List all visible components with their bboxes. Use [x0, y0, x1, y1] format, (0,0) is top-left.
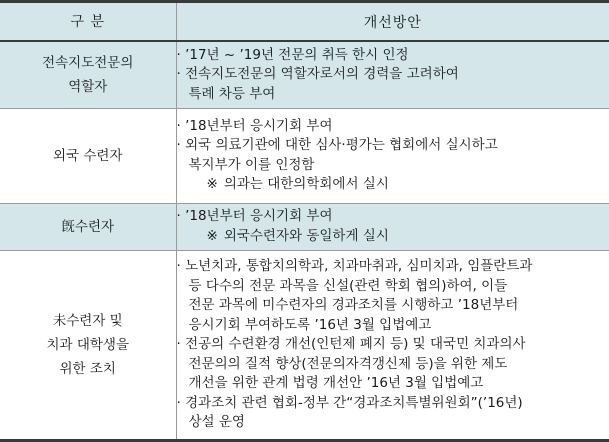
plan-line: 전문 과목에 미수련자의 경과조치를 시행하고 ’18년부터 [188, 297, 519, 314]
plan-line: 등 다수의 전문 과목을 신설(관련 학회 협의)하여, 이들 [188, 277, 508, 294]
category-line: 未수련자 및 [52, 312, 123, 329]
plan-item [177, 207, 609, 227]
note-mark: ※ [206, 176, 218, 193]
row-plan [176, 250, 609, 440]
plan-line: · ’18년부터 응시기회 부여 [176, 117, 333, 134]
category-line: 위한 조치 [59, 360, 116, 377]
note-text: 외국수련자와 동일하게 실시 [223, 227, 389, 244]
plan-item [177, 335, 609, 394]
plan-note [177, 227, 609, 247]
plan-line: · ’17년 ~ ’19년 전문의 취득 한시 인정 [176, 46, 409, 63]
plan-line: 복지부가 이를 인정함 [188, 156, 315, 173]
table-row [0, 203, 609, 250]
note-text: 의과는 대한의학회에서 실시 [223, 176, 389, 193]
note-mark: ※ [206, 227, 218, 244]
row-plan [176, 41, 609, 108]
table-row [0, 108, 609, 203]
table-row [0, 250, 609, 440]
header-category: 구 분 [0, 2, 176, 42]
plan-line: · 경과조치 관련 협회-정부 간“경과조치특별위원회”(’16년) [176, 394, 523, 411]
plan-item [177, 136, 609, 175]
row-category [0, 108, 176, 203]
header-plan: 개선방안 [176, 2, 609, 42]
plan-item [177, 257, 609, 335]
row-category [0, 203, 176, 250]
plan-line: 특례 차등 부여 [188, 85, 276, 102]
plan-line: · 전속지도전문의 역할자로서의 경력을 고려하여 [176, 66, 459, 83]
row-category [0, 250, 176, 440]
table-row [0, 41, 609, 108]
plan-item [177, 65, 609, 104]
plan-line: · 외국 의료기관에 대한 심사·평가는 협회에서 실시하고 [176, 137, 498, 154]
table-header-row [0, 2, 609, 42]
plan-line: 응시기회 부여하도록 ’16년 3월 입법예고 [188, 316, 432, 333]
plan-item [177, 394, 609, 433]
row-plan [176, 108, 609, 203]
plan-item [177, 117, 609, 137]
plan-item [177, 46, 609, 66]
category-line: 치과 대학생을 [46, 336, 130, 353]
category-line: 旣수련자 [61, 218, 115, 235]
plan-note [177, 175, 609, 195]
plan-line: · ’18년부터 응시기회 부여 [176, 208, 333, 225]
plan-line: 상설 운영 [188, 414, 245, 431]
plan-line: 전문의의 질적 향상(전문의자격갱신제 등)을 위한 제도 [188, 355, 508, 372]
category-line: 전속지도전문의 [42, 54, 134, 71]
row-plan [176, 203, 609, 250]
plan-line: · 전공의 수련환경 개선(인턴제 폐지 등) 및 대국민 치과의사 [176, 336, 526, 353]
row-category [0, 41, 176, 108]
category-line: 외국 수련자 [53, 147, 123, 164]
plan-line: 개선을 위한 관계 법령 개선안 ’16년 3월 입법예고 [188, 375, 484, 392]
category-line: 역할자 [68, 78, 108, 95]
plan-line: · 노년치과, 통합치의학과, 치과마취과, 심미치과, 임플란트과 [176, 258, 533, 275]
